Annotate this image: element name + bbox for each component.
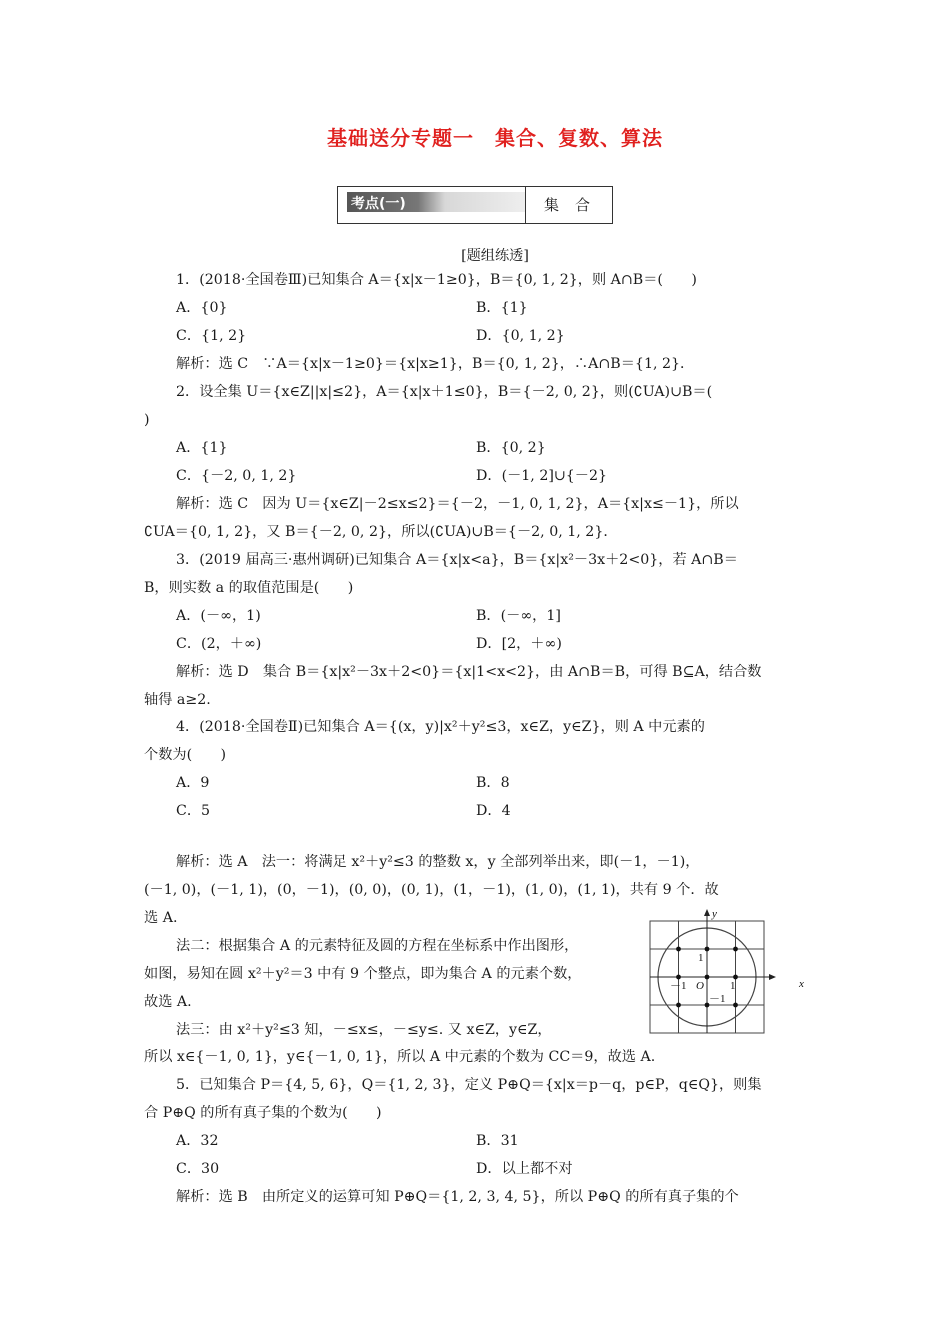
lattice-point [676,1003,681,1008]
option-text: D．4 [476,803,511,819]
option-text: D．{0, 1, 2} [476,328,565,344]
question-text: B，则实数 a 的取值范围是( ) [144,580,354,596]
circle-lattice-svg [648,905,808,1035]
option-text: A．{1} [176,440,228,456]
section-label: [题组练透] [461,248,529,264]
lattice-point [676,975,681,980]
lattice-point [676,947,681,952]
solution-text: 法三：由 x²＋y²≤3 知，－≤x≤，－≤y≤. 又 x∈Z，y∈Z， [176,1022,552,1038]
option-text: C．5 [176,803,211,819]
lattice-point [733,947,738,952]
tick-label-y-pos: 1 [698,952,704,964]
tick-label-y-neg: －1 [709,993,726,1005]
topic-tab [347,192,525,212]
lattice-point [705,975,710,980]
lattice-point [705,947,710,952]
question-text: 合 P⊕Q 的所有真子集的个数为( ) [144,1105,382,1121]
question-text: 4．(2018·全国卷Ⅱ)已知集合 A＝{(x，y)|x²＋y²≤3，x∈Z，y∈Z}，则 A 中元素的 [176,719,705,735]
topic-tab-label: 考点(一) [351,196,406,212]
option-text: D．[2，＋∞) [476,636,562,652]
solution-text: 选 A. [144,910,178,926]
option-text: B．(－∞，1] [476,608,561,624]
option-text: C．30 [176,1161,220,1177]
axis-x-label: x [799,978,804,990]
lattice-point [733,1003,738,1008]
question-text: 个数为( ) [144,747,227,763]
solution-text: 解析：选 C ∵A＝{x|x－1≥0}＝{x|x≥1}，B＝{0, 1, 2}，∴A∩B＝{1, 2}． [176,356,695,372]
solution-text: 解析：选 A 法一：将满足 x²＋y²≤3 的整数 x，y 全部列举出来，即(－1，－1)， [176,854,700,870]
solution-text: 所以 x∈{－1, 0, 1}，y∈{－1, 0, 1}，所以 A 中元素的个数为 CC＝9，故选 A. [144,1049,656,1065]
question-text: 5．已知集合 P＝{4, 5, 6}，Q＝{1, 2, 3}，定义 P⊕Q＝{x|x＝p－q，p∈P，q∈Q}，则集 [176,1077,762,1093]
solution-text: 解析：选 D 集合 B＝{x|x²－3x＋2<0}＝{x|1<x<2}，由 A∩B＝B，可得 B⊆A，结合数 [176,664,762,680]
option-text: A．32 [176,1133,219,1149]
option-text: B．8 [476,775,510,791]
topic-header-box [337,186,613,224]
option-text: C．{－2, 0, 1, 2} [176,468,297,484]
option-text: B．31 [476,1133,519,1149]
tick-label-x-pos: 1 [730,980,736,992]
option-text: B．{1} [476,300,528,316]
option-text: A．9 [176,775,210,791]
option-text: A．(－∞，1) [176,608,261,624]
topic-name: 集合 [544,196,607,214]
option-text: D．以上都不对 [476,1161,573,1177]
x-axis-arrow [769,974,776,980]
solution-text: 故选 A. [144,994,192,1010]
solution-text: 解析：选 C 因为 U＝{x∈Z|－2≤x≤2}＝{－2，－1, 0, 1, 2}，A＝{x|x≤－1}，所以 [176,496,739,512]
option-text: B．{0, 2} [476,440,546,456]
lattice-point [733,975,738,980]
solution-text: 解析：选 B 由所定义的运算可知 P⊕Q＝{1, 2, 3, 4, 5}，所以 P⊕Q 的所有真子集的个 [176,1189,739,1205]
axis-y-label: y [712,908,717,920]
option-text: C．{1, 2} [176,328,247,344]
solution-text: (－1, 0)，(－1, 1)，(0，－1)，(0, 0)，(0, 1)，(1，－1)，(1, 0)，(1, 1)，共有 9 个．故 [144,882,719,898]
option-text: D．(－1, 2]∪{－2} [476,468,608,484]
question-text: ) [144,412,150,428]
option-text: A．{0} [176,300,228,316]
page-title: 基础送分专题一 集合、复数、算法 [327,126,663,150]
question-text: 1．(2018·全国卷Ⅲ)已知集合 A＝{x|x－1≥0}，B＝{0, 1, 2}，则 A∩B＝( ) [176,272,697,288]
option-text: C．(2，＋∞) [176,636,262,652]
question-text: 3．(2019 届高三·惠州调研)已知集合 A＝{x|x<a}，B＝{x|x²－3x＋2<0}，若 A∩B＝ [176,552,738,568]
circle-lattice-figure [648,905,808,1035]
topic-divider [525,187,526,223]
question-text: 2．设全集 U＝{x∈Z||x|≤2}，A＝{x|x＋1≤0}，B＝{－2, 0, 2}，则(∁UA)∪B＝( [176,384,713,400]
tick-label-x-neg: －1 [670,980,687,992]
origin-label: O [696,980,704,992]
solution-text: ∁UA＝{0, 1, 2}，又 B＝{－2, 0, 2}，所以(∁UA)∪B＝{－2, 0, 1, 2}． [144,524,618,540]
solution-text: 法二：根据集合 A 的元素特征及圆的方程在坐标系中作出图形， [176,938,579,954]
y-axis-arrow [704,909,710,916]
solution-text: 轴得 a≥2. [144,692,211,708]
solution-text: 如图，易知在圆 x²＋y²＝3 中有 9 个整点，即为集合 A 的元素个数， [144,966,582,982]
